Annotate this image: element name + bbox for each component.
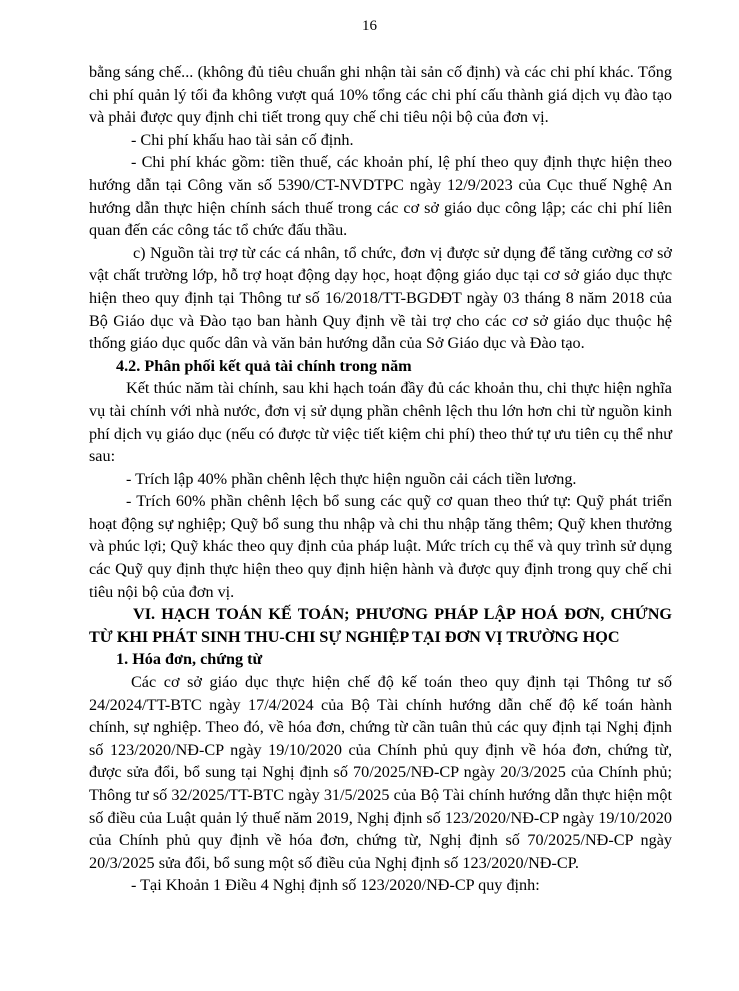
paragraph-year-end: Kết thúc năm tài chính, sau khi hạch toán đầy đủ các khoản thu, chi thực hiện nghĩa vụ tài chính với nhà nước, đơn vị sử dụng phần chênh lệch thu lớn hơn chi từ nguồn kinh phí dịch vụ giáo dục (nếu có được từ việc tiết kiệm chi phí) theo thứ tự ưu tiên cụ thể như sau: [89,379,672,466]
bullet-depreciation-costs: - Chi phí khấu hao tài sản cố định. [131,130,354,149]
bullet-40-percent: - Trích lập 40% phần chênh lệch thực hiện nguồn cải cách tiền lương. [126,469,577,488]
bullet-60-percent: - Trích 60% phần chênh lệch bổ sung các quỹ cơ quan theo thứ tự: Quỹ phát triển hoạt động sự nghiệp; Quỹ bổ sung thu nhập và chi thu nhập tăng thêm; Quỹ khen thưởng và phúc lợi; Quỹ khác theo quy định của pháp luật. Mức trích cụ thể và quy trình sử dụng các Quỹ quy định thực hiện theo quy định hiện hành và được quy định trong quy chế chi tiêu nội bộ của đơn vị. [89,492,672,601]
heading-4-2: 4.2. Phân phối kết quả tài chính trong năm [116,356,412,375]
paragraph-management-costs: bằng sáng chế... (không đủ tiêu chuẩn ghi nhận tài sản cố định) và các chi phí khác. Tổng chi phí quản lý tối đa không vượt quá 10% tổng các chi phí cấu thành giá dịch vụ đào tạo và phải được quy định chi tiết trong quy chế chi tiêu nội bộ của đơn vị. [89,63,672,127]
bullet-clause-1-article-4: - Tại Khoản 1 Điều 4 Nghị định số 123/2020/NĐ-CP quy định: [131,876,540,895]
document-body [89,61,672,897]
page-number: 16 [362,18,377,34]
heading-1-invoices: 1. Hóa đơn, chứng từ [116,650,263,669]
section-vi-heading: VI. HẠCH TOÁN KẾ TOÁN; PHƯƠNG PHÁP LẬP HOÁ ĐƠN, CHỨNG TỪ KHI PHÁT SINH THU-CHI SỰ NGHIỆP TẠI ĐƠN VỊ TRƯỜNG HỌC [89,605,672,646]
bullet-other-costs: - Chi phí khác gồm: tiền thuế, các khoản phí, lệ phí theo quy định thực hiện theo hướng dẫn tại Công văn số 5390/CT-NVDTPC ngày 12/9/2023 của Cục thuế Nghệ An hướng dẫn thực hiện chính sách thuế trong các cơ sở giáo dục công lập; các chi phí liên quan đến các công tác tổ chức đấu thầu. [89,153,672,240]
item-c-sponsorship: c) Nguồn tài trợ từ các cá nhân, tổ chức, đơn vị được sử dụng để tăng cường cơ sở vật chất trường lớp, hỗ trợ hoạt động dạy học, hoạt động giáo dục tại cơ sở giáo dục thực hiện theo quy định tại Thông tư số 16/2018/TT-BGDĐT ngày 03 tháng 8 năm 2018 của Bộ Giáo dục và Đào tạo ban hành Quy định về tài trợ cho các cơ sở giáo dục thuộc hệ thống giáo dục quốc dân và văn bản hướng dẫn của Sở Giáo dục và Đào tạo. [89,243,672,353]
paragraph-accounting-regime: Các cơ sở giáo dục thực hiện chế độ kế toán theo quy định tại Thông tư số 24/2024/TT-BTC ngày 17/4/2024 của Bộ Tài chính hướng dẫn chế độ kế toán hành chính, sự nghiệp. Theo đó, về hóa đơn, chứng từ cần tuân thủ các quy định tại Nghị định số 123/2020/NĐ-CP ngày 19/10/2020 của Chính phủ quy định về hóa đơn, chứng từ, được sửa đổi, bổ sung tại Nghị định số 70/2025/NĐ-CP ngày 20/3/2025 của Chính phủ; Thông tư số 32/2025/TT-BTC ngày 31/5/2025 của Bộ Tài chính hướng dẫn thực hiện một số điều của Luật quản lý thuế năm 2019, Nghị định số 123/2020/NĐ-CP ngày 19/10/2020 của Chính phủ quy định về hóa đơn, chứng từ, Nghị định số 70/2025/NĐ-CP ngày 20/3/2025 sửa đổi, bổ sung một số điều của Nghị định số 123/2020/NĐ-CP. [89,673,672,872]
